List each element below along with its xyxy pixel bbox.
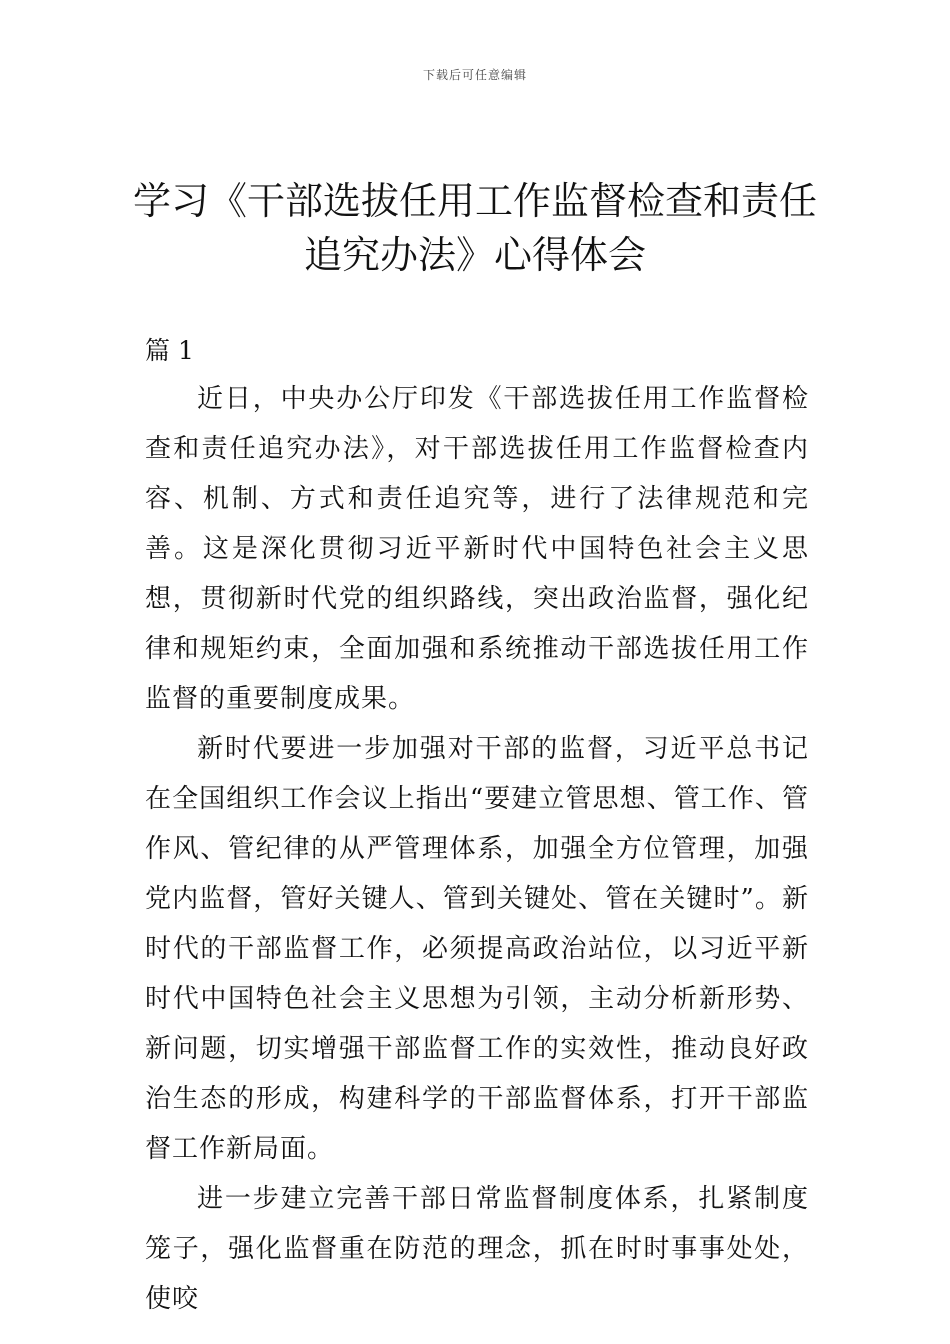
header-note: 下载后可任意编辑	[422, 68, 527, 82]
body-text	[145, 374, 809, 1324]
document-title	[120, 174, 830, 282]
section-label: 篇 1	[145, 336, 194, 365]
title-line-1: 学习《干部选拔任用工作监督检查和责任	[132, 179, 817, 223]
paragraph-2: 新时代要进一步加强对干部的监督，习近平总书记在全国组织工作会议上指出“要建立管思想、管工作、管作风、管纪律的从严管理体系，加强全方位管理，加强党内监督，管好关键人、管到关键处、管在关键时”。新时代的干部监督工作，必须提高政治站位，以习近平新时代中国特色社会主义思想为引领，主动分析新形势、新问题，切实增强干部监督工作的实效性，推动良好政治生态的形成，构建科学的干部监督体系，打开干部监督工作新局面。	[145, 734, 809, 1164]
paragraph-3: 进一步建立完善干部日常监督制度体系，扎紧制度笼子，强化监督重在防范的理念，抓在时时事事处处，使咬	[145, 1184, 809, 1314]
paragraph-1: 近日，中央办公厅印发《干部选拔任用工作监督检查和责任追究办法》，对干部选拔任用工作监督检查内容、机制、方式和责任追究等，进行了法律规范和完善。这是深化贯彻习近平新时代中国特色社会主义思想，贯彻新时代党的组织路线，突出政治监督，强化纪律和规矩约束，全面加强和系统推动干部选拔任用工作监督的重要制度成果。	[145, 384, 809, 714]
title-line-2: 追究办法》心得体会	[303, 233, 646, 277]
